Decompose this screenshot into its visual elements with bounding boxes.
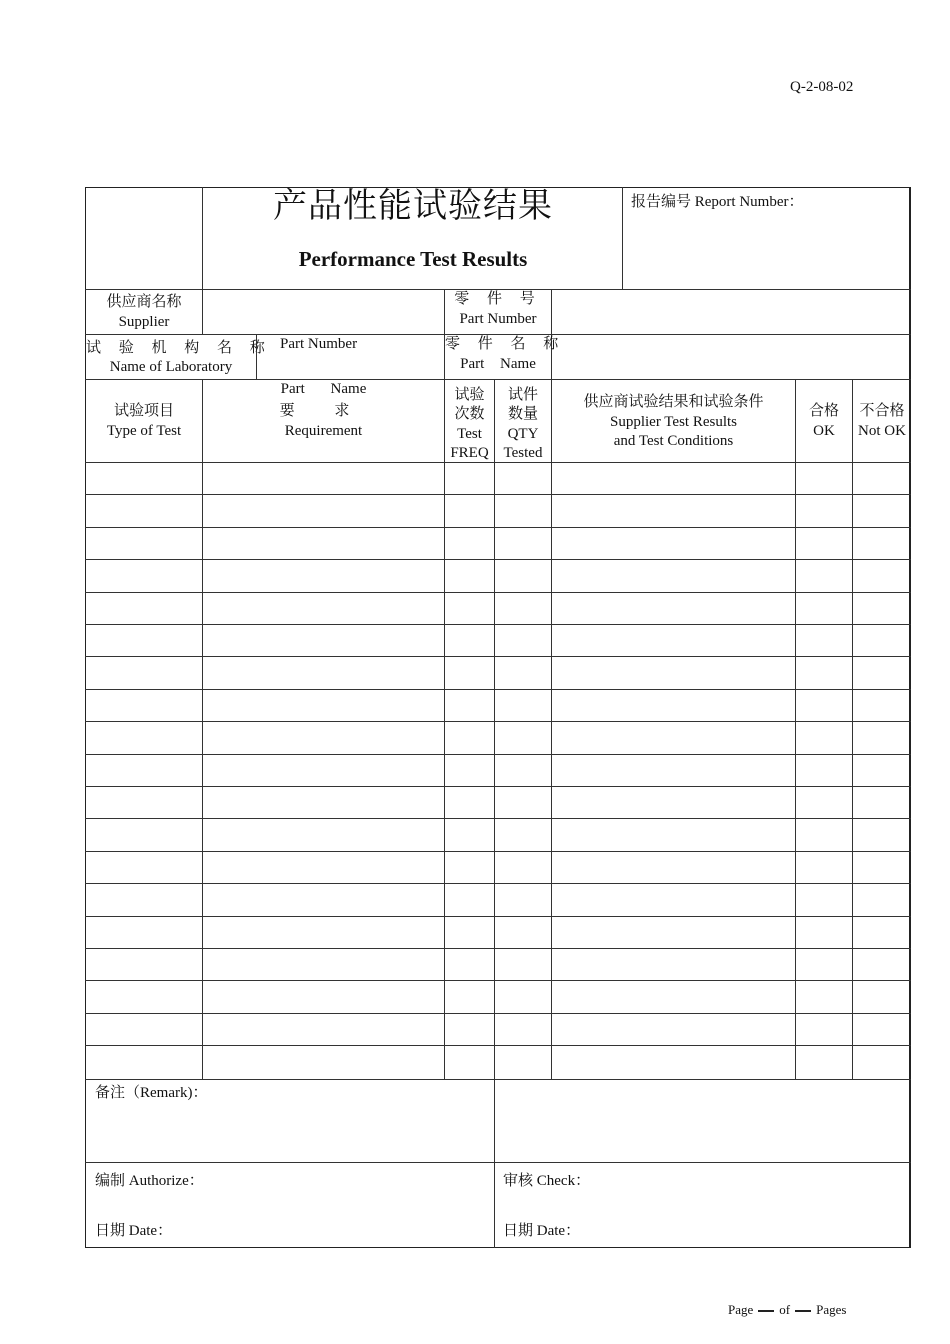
table-cell[interactable] <box>204 691 442 719</box>
table-cell[interactable] <box>553 820 793 848</box>
row-divider <box>85 1013 911 1014</box>
col-ok-en: OK <box>813 423 835 439</box>
supplier-field[interactable] <box>204 291 442 332</box>
table-cell[interactable] <box>797 626 850 654</box>
report-number-field[interactable] <box>623 215 908 285</box>
table-cell[interactable] <box>87 561 200 589</box>
table-cell[interactable] <box>854 853 909 881</box>
divider <box>444 379 445 1079</box>
table-cell[interactable] <box>496 561 549 589</box>
table-cell[interactable] <box>854 496 909 524</box>
row-divider <box>85 462 911 463</box>
table-cell[interactable] <box>854 982 909 1010</box>
table-cell[interactable] <box>854 918 909 946</box>
table-cell[interactable] <box>204 756 442 784</box>
table-cell[interactable] <box>446 561 492 589</box>
col-requirement-l3: Requirement <box>284 423 363 439</box>
table-cell[interactable] <box>854 691 909 719</box>
table-cell[interactable] <box>496 853 549 881</box>
divider <box>85 1079 911 1080</box>
supplier-label-cn: 供应商名称 <box>106 294 182 310</box>
divider <box>795 379 796 1079</box>
row-divider <box>85 754 911 755</box>
remark-label: 备注（Remark)： <box>95 1085 208 1101</box>
table-cell[interactable] <box>854 885 909 913</box>
row-divider <box>85 624 911 625</box>
col-notok-en: Not OK <box>858 423 906 439</box>
table-cell[interactable] <box>797 723 850 751</box>
table-cell[interactable] <box>496 1047 549 1075</box>
row-divider <box>85 721 911 722</box>
col-type-cn: 试验项目 <box>113 403 174 419</box>
table-cell[interactable] <box>87 464 200 492</box>
page-footer <box>728 1302 846 1318</box>
table-cell[interactable] <box>854 1047 909 1075</box>
row-divider <box>85 980 911 981</box>
table-cell[interactable] <box>87 918 200 946</box>
table-cell[interactable] <box>553 626 793 654</box>
table-cell[interactable] <box>496 464 549 492</box>
table-cell[interactable] <box>496 496 549 524</box>
col-freq-l2: 次数 <box>454 406 485 422</box>
table-cell[interactable] <box>553 529 793 557</box>
table-cell[interactable] <box>797 788 850 816</box>
table-cell[interactable] <box>87 950 200 978</box>
table-cell[interactable] <box>446 594 492 622</box>
table-cell[interactable] <box>446 691 492 719</box>
row-divider <box>85 656 911 657</box>
table-cell[interactable] <box>87 594 200 622</box>
table-cell[interactable] <box>854 561 909 589</box>
table-cell[interactable] <box>553 788 793 816</box>
col-freq-l3: Test <box>457 426 482 442</box>
table-cell[interactable] <box>204 561 442 589</box>
table-cell[interactable] <box>87 820 200 848</box>
table-cell[interactable] <box>446 723 492 751</box>
table-cell[interactable] <box>446 756 492 784</box>
table-cell[interactable] <box>854 1015 909 1043</box>
table-cell[interactable] <box>553 1015 793 1043</box>
table-cell[interactable] <box>204 723 442 751</box>
table-cell[interactable] <box>553 464 793 492</box>
table-cell[interactable] <box>553 1047 793 1075</box>
table-cell[interactable] <box>854 464 909 492</box>
table-cell[interactable] <box>446 1047 492 1075</box>
part-name-label-en: Part Name <box>460 356 536 372</box>
table-cell[interactable] <box>553 853 793 881</box>
table-cell[interactable] <box>797 1015 850 1043</box>
table-cell[interactable] <box>496 788 549 816</box>
col-requirement-l2: 要 求 <box>279 403 368 419</box>
title-chinese: 产品性能试验结果 <box>273 186 553 226</box>
table-cell[interactable] <box>553 982 793 1010</box>
table-cell[interactable] <box>553 723 793 751</box>
table-cell[interactable] <box>446 820 492 848</box>
table-cell[interactable] <box>496 820 549 848</box>
date-label-check: 日期 Date： <box>503 1223 581 1239</box>
table-cell[interactable] <box>496 626 549 654</box>
table-cell[interactable] <box>553 950 793 978</box>
table-cell[interactable] <box>797 594 850 622</box>
table-cell[interactable] <box>854 788 909 816</box>
table-cell[interactable] <box>204 529 442 557</box>
table-cell[interactable] <box>553 496 793 524</box>
col-qty-l4: Tested <box>503 445 543 461</box>
row-divider <box>85 592 911 593</box>
table-cell[interactable] <box>87 626 200 654</box>
part-name-field[interactable] <box>553 336 908 377</box>
table-cell[interactable] <box>204 464 442 492</box>
check-label: 审核 Check： <box>503 1173 591 1189</box>
table-cell[interactable] <box>854 723 909 751</box>
table-cell[interactable] <box>446 788 492 816</box>
table-cell[interactable] <box>553 561 793 589</box>
table-cell[interactable] <box>797 853 850 881</box>
table-cell[interactable] <box>854 626 909 654</box>
table-cell[interactable] <box>797 1047 850 1075</box>
table-cell[interactable] <box>553 594 793 622</box>
table-cell[interactable] <box>204 950 442 978</box>
divider <box>852 379 853 1079</box>
table-cell[interactable] <box>553 885 793 913</box>
table-cell[interactable] <box>797 820 850 848</box>
lab-name-field[interactable] <box>258 356 442 377</box>
part-name-label-cn: 零 件 名 称 <box>445 336 566 352</box>
table-cell[interactable] <box>204 626 442 654</box>
table-cell[interactable] <box>797 561 850 589</box>
table-cell[interactable] <box>797 691 850 719</box>
table-cell[interactable] <box>797 496 850 524</box>
footer-of: of <box>779 1302 791 1317</box>
row-divider <box>85 916 911 917</box>
table-cell[interactable] <box>87 885 200 913</box>
total-pages-blank[interactable] <box>795 1310 811 1312</box>
table-cell[interactable] <box>87 756 200 784</box>
col-results-l1: 供应商试验结果和试验条件 <box>583 394 764 410</box>
table-cell[interactable] <box>496 885 549 913</box>
table-cell[interactable] <box>204 658 442 686</box>
table-cell[interactable] <box>496 691 549 719</box>
divider <box>202 289 203 334</box>
col-qty-l3: QTY <box>507 426 539 442</box>
table-cell[interactable] <box>496 594 549 622</box>
table-cell[interactable] <box>204 982 442 1010</box>
table-cell[interactable] <box>496 918 549 946</box>
row-divider <box>85 494 911 495</box>
table-cell[interactable] <box>797 885 850 913</box>
table-cell[interactable] <box>446 464 492 492</box>
col-requirement-l1: Part Name <box>280 381 367 397</box>
table-cell[interactable] <box>204 1015 442 1043</box>
row-divider <box>85 883 911 884</box>
date-label-authorize: 日期 Date： <box>95 1223 173 1239</box>
remark-field[interactable] <box>87 1106 907 1158</box>
table-cell[interactable] <box>87 691 200 719</box>
table-cell[interactable] <box>446 885 492 913</box>
table-cell[interactable] <box>204 594 442 622</box>
table-cell[interactable] <box>446 853 492 881</box>
table-cell[interactable] <box>496 723 549 751</box>
divider <box>202 379 203 1079</box>
table-cell[interactable] <box>87 853 200 881</box>
document-code: Q-2-08-02 <box>790 79 854 95</box>
table-cell[interactable] <box>446 626 492 654</box>
row-divider <box>85 948 911 949</box>
table-cell[interactable] <box>204 853 442 881</box>
footer-pages: Pages <box>816 1302 847 1317</box>
table-cell[interactable] <box>446 982 492 1010</box>
table-cell[interactable] <box>87 529 200 557</box>
table-cell[interactable] <box>496 756 549 784</box>
table-cell[interactable] <box>797 529 850 557</box>
table-cell[interactable] <box>854 658 909 686</box>
table-cell[interactable] <box>204 820 442 848</box>
lab-label-en: Name of Laboratory <box>109 359 233 375</box>
table-cell[interactable] <box>553 691 793 719</box>
divider <box>85 1162 911 1163</box>
table-cell[interactable] <box>87 1047 200 1075</box>
part-no-label-cn: 零 件 号 <box>454 291 542 307</box>
table-cell[interactable] <box>496 950 549 978</box>
report-number-label: 报告编号 Report Number： <box>631 194 804 210</box>
table-cell[interactable] <box>797 464 850 492</box>
table-cell[interactable] <box>496 529 549 557</box>
table-cell[interactable] <box>446 918 492 946</box>
part-number-field[interactable] <box>553 291 908 332</box>
col-freq-l4: FREQ <box>450 445 489 461</box>
col-ok-cn: 合格 <box>808 403 839 419</box>
table-cell[interactable] <box>446 496 492 524</box>
col-freq-l1: 试验 <box>454 387 485 403</box>
table-cell[interactable] <box>204 918 442 946</box>
row-divider <box>85 786 911 787</box>
page-number-blank[interactable] <box>758 1310 774 1312</box>
lab-part-number-text: Part Number <box>280 336 358 352</box>
table-cell[interactable] <box>87 982 200 1010</box>
table-cell[interactable] <box>797 918 850 946</box>
table-cell[interactable] <box>204 1047 442 1075</box>
table-cell[interactable] <box>446 658 492 686</box>
col-qty-l2: 数量 <box>507 406 538 422</box>
footer-page: Page <box>728 1302 754 1317</box>
col-results-l2: Supplier Test Results <box>609 414 737 430</box>
table-cell[interactable] <box>204 885 442 913</box>
table-cell[interactable] <box>446 529 492 557</box>
table-cell[interactable] <box>854 594 909 622</box>
table-cell[interactable] <box>446 1015 492 1043</box>
table-cell[interactable] <box>553 658 793 686</box>
table-cell[interactable] <box>87 496 200 524</box>
col-notok-cn: 不合格 <box>859 403 905 419</box>
table-cell[interactable] <box>446 950 492 978</box>
table-cell[interactable] <box>854 529 909 557</box>
table-cell[interactable] <box>496 1015 549 1043</box>
lab-label-cn: 试 验 机 构 名 称 <box>86 340 272 356</box>
row-divider <box>85 527 911 528</box>
table-cell[interactable] <box>854 820 909 848</box>
col-type-en: Type of Test <box>106 423 182 439</box>
table-cell[interactable] <box>797 756 850 784</box>
table-cell[interactable] <box>87 723 200 751</box>
table-cell[interactable] <box>797 982 850 1010</box>
table-cell[interactable] <box>204 788 442 816</box>
row-divider <box>85 689 911 690</box>
table-cell[interactable] <box>204 496 442 524</box>
authorize-label: 编制 Authorize： <box>95 1173 204 1189</box>
title-english: Performance Test Results <box>298 247 528 271</box>
col-qty-l1: 试件 <box>507 387 538 403</box>
table-cell[interactable] <box>87 658 200 686</box>
col-results-l3: and Test Conditions <box>613 433 734 449</box>
part-no-label-en: Part Number <box>459 311 537 327</box>
table-cell[interactable] <box>496 982 549 1010</box>
table-cell[interactable] <box>797 950 850 978</box>
row-divider <box>85 851 911 852</box>
table-cell[interactable] <box>496 658 549 686</box>
row-divider <box>85 818 911 819</box>
table-cell[interactable] <box>553 756 793 784</box>
table-cell[interactable] <box>553 918 793 946</box>
row-divider <box>85 559 911 560</box>
table-cell[interactable] <box>87 1015 200 1043</box>
table-cell[interactable] <box>797 658 850 686</box>
table-cell[interactable] <box>854 950 909 978</box>
supplier-label-en: Supplier <box>118 314 170 330</box>
table-cell[interactable] <box>87 788 200 816</box>
table-cell[interactable] <box>854 756 909 784</box>
row-divider <box>85 1045 911 1046</box>
divider <box>551 379 552 1079</box>
